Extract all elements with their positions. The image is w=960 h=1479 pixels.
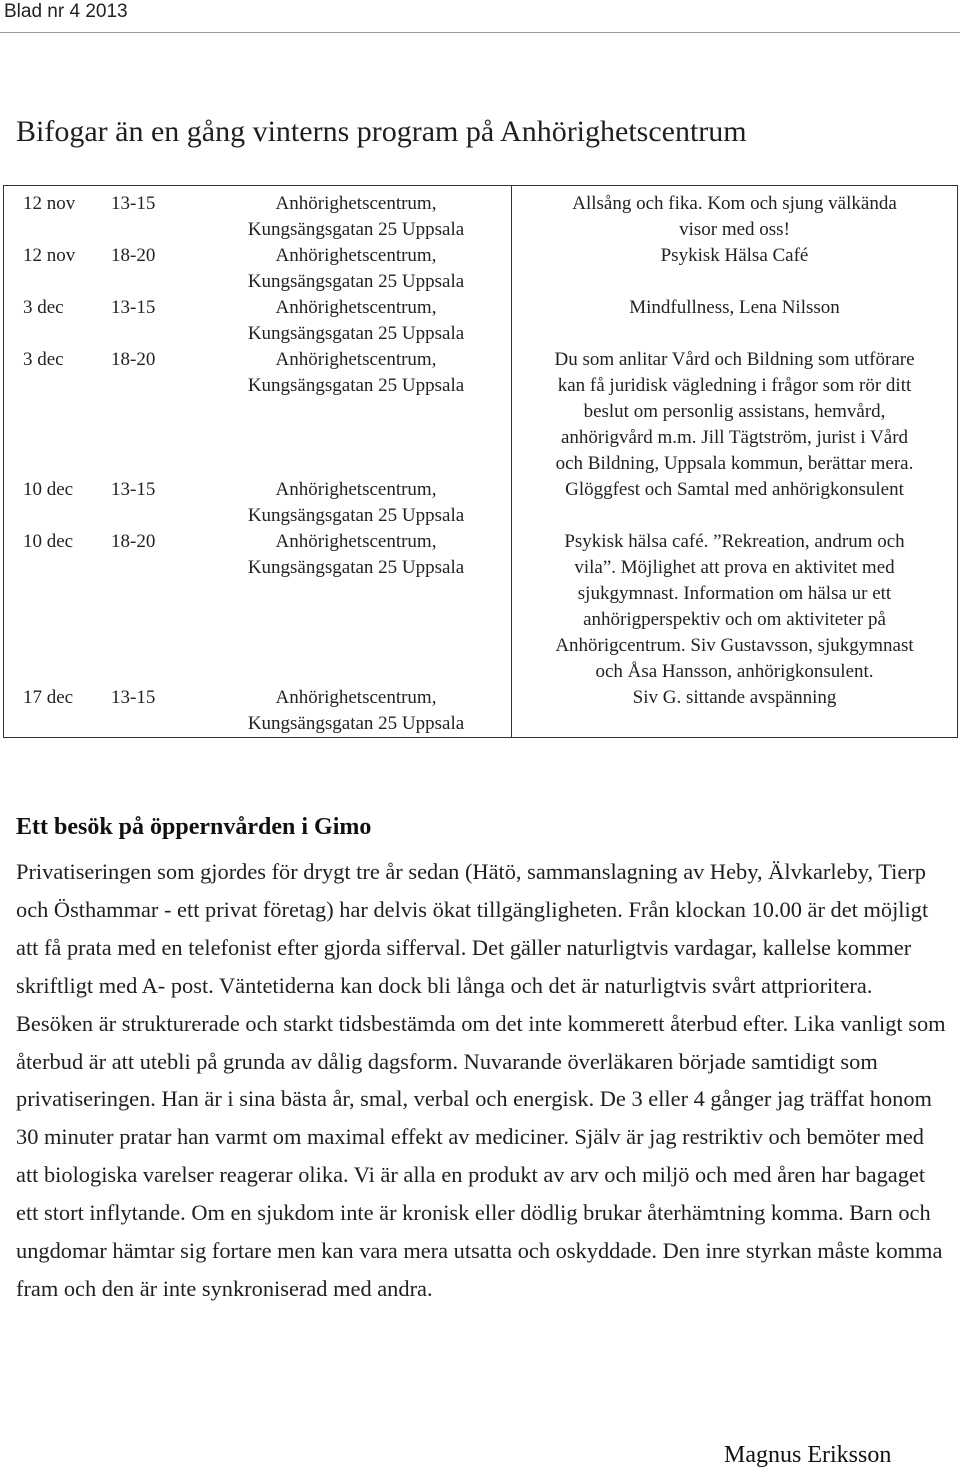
activities-cell <box>512 186 958 738</box>
event-place: Anhörighetscentrum, <box>275 479 437 500</box>
program-table <box>3 185 958 738</box>
event-date: 10 dec <box>23 479 74 500</box>
event-date: 3 dec <box>23 349 64 370</box>
activity-description: Mindfullness, Lena Nilsson <box>629 297 840 318</box>
activity-description: Siv G. sittande avspänning <box>632 687 837 708</box>
program-table-row <box>4 186 958 738</box>
event-place: Anhörighetscentrum, <box>275 349 437 370</box>
event-address: Kungsängsgatan 25 Uppsala <box>247 219 465 240</box>
page-title: Bifogar än en gång vinterns program på Anhörighetscentrum <box>16 115 747 148</box>
schedule-entry <box>8 243 507 269</box>
event-date: 3 dec <box>23 297 64 318</box>
event-date: 17 dec <box>23 687 74 708</box>
event-place: Anhörighetscentrum, <box>275 245 437 266</box>
activity-description: Psykisk Hälsa Café <box>660 245 809 266</box>
activity-description: Glöggfest och Samtal med anhörigkonsulent <box>565 479 904 500</box>
event-date: 10 dec <box>23 531 74 552</box>
event-date: 12 nov <box>23 193 76 214</box>
event-time: 18-20 <box>111 245 156 266</box>
event-address: Kungsängsgatan 25 Uppsala <box>247 271 465 292</box>
schedule-entry <box>8 295 507 321</box>
schedule-cell <box>4 186 512 738</box>
event-time: 13-15 <box>111 687 156 708</box>
event-address: Kungsängsgatan 25 Uppsala <box>247 375 465 396</box>
event-address: Kungsängsgatan 25 Uppsala <box>247 713 465 734</box>
event-time: 18-20 <box>111 349 156 370</box>
event-time: 18-20 <box>111 531 156 552</box>
event-time: 13-15 <box>111 297 156 318</box>
schedule-entry <box>8 477 507 503</box>
article-heading: Ett besök på öppernvården i Gimo <box>16 814 372 840</box>
event-date: 12 nov <box>23 245 76 266</box>
event-place: Anhörighetscentrum, <box>275 531 437 552</box>
issue-header: Blad nr 4 2013 <box>4 1 128 22</box>
event-address: Kungsängsgatan 25 Uppsala <box>247 557 465 578</box>
event-address: Kungsängsgatan 25 Uppsala <box>247 323 465 344</box>
header-divider <box>0 32 960 33</box>
schedule-entry <box>8 685 507 711</box>
article-signature: Magnus Eriksson <box>724 1442 892 1468</box>
event-place: Anhörighetscentrum, <box>275 687 437 708</box>
activity-description: Psykisk hälsa café. ”Rekreation, andrum och vila”. Möjlighet att prova en aktivitet med sjukgymnast. Information om hälsa ur ett anhörigperspektiv och om aktiviteter på Anhörigcentrum. Siv Gustavsson, sjukgymnast och Åsa Hansson, anhörigkonsulent. <box>555 531 914 682</box>
event-place: Anhörighetscentrum, <box>275 297 437 318</box>
activity-description: Allsång och fika. Kom och sjung välkända visor med oss! <box>572 193 897 240</box>
schedule-entry <box>8 529 507 555</box>
activity-description: Du som anlitar Vård och Bildning som utförare kan få juridisk vägledning i frågor som rör ditt beslut om personlig assistans, hemvård, anhörigvård m.m. Jill Tägtström, jurist i Vård och Bildning, Uppsala kommun, berättar mera. <box>554 349 915 474</box>
schedule-entry <box>8 347 507 373</box>
event-place: Anhörighetscentrum, <box>275 193 437 214</box>
article-body: Privatiseringen som gjordes för drygt tre år sedan (Hätö, sammanslagning av Heby, Älvkarleby, Tierp och Östhammar - ett privat företag) har delvis ökat tillgängligheten. Från klockan 10.00 är det möjligt att få prata med en telefonist efter gjorda sifferval. Det gäller naturligtvis vardagar, kallelse kommer skriftligt med A- post. Väntetiderna kan dock bli långa och det är naturligtvis svårt attprioritera. Besöken är strukturerade och starkt tidsbestämda om det inte kommerett återbud efter. Lika vanligt som återbud är att utebli på grunda av dålig dagsform. Nuvarande överläkaren började samtidigt som privatiseringen. Han är i sina bästa år, smal, verbal och energisk. De 3 eller 4 gånger jag träffat honom 30 minuter pratar han varmt om maximal effekt av mediciner. Själv är jag restriktiv och bemöter med att biologiska varelser reagerar olika. Vi är alla en produkt av arv och miljö och med åren har bagaget ett stort inflytande. Om en sjukdom inte är kronisk eller dödlig brukar återhämtning komma. Barn och ungdomar hämtar sig fortare men kan vara mera utsatta och oskyddade. Den inre styrkan måste komma fram och den är inte synkroniserad med andra. <box>16 859 946 1301</box>
event-address: Kungsängsgatan 25 Uppsala <box>247 505 465 526</box>
event-time: 13-15 <box>111 193 156 214</box>
event-time: 13-15 <box>111 479 156 500</box>
schedule-entry <box>8 191 507 217</box>
